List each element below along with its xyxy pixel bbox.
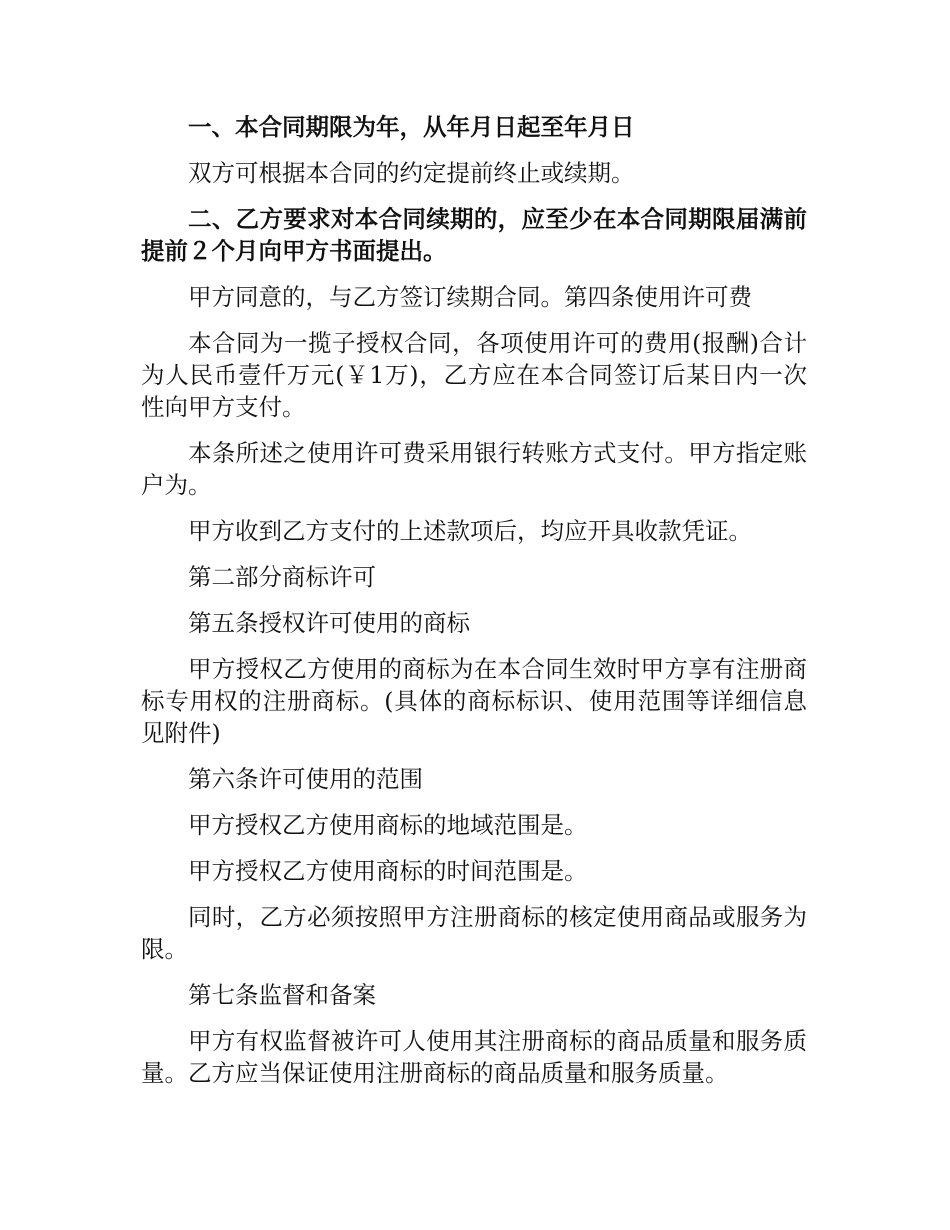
paragraph-time-scope: 甲方授权乙方使用商标的时间范围是。	[188, 857, 588, 885]
paragraph-payment-method: 本条所述之使用许可费采用银行转账方式支付。甲方指定账户为。	[141, 439, 807, 499]
paragraph-license-fee: 本合同为一揽子授权合同，各项使用许可的费用(报酬)合计为人民币壹仟万元(￥1万)，乙方应在本合同签订后某日内一次性向甲方支付。	[141, 329, 807, 421]
article-heading-license-scope: 第六条许可使用的范围	[188, 765, 423, 793]
article-heading-licensed-trademarks: 第五条授权许可使用的商标	[188, 609, 470, 637]
clause-term: 一、本合同期限为年，从年月日起至年月日	[188, 113, 635, 141]
document-body	[141, 111, 807, 1103]
paragraph-renewal-agreement: 甲方同意的，与乙方签订续期合同。第四条使用许可费	[188, 283, 752, 311]
clause-renewal: 二、乙方要求对本合同续期的，应至少在本合同期限届满前提前２个月向甲方书面提出。	[141, 205, 807, 265]
section-heading-trademark-license: 第二部分商标许可	[188, 563, 376, 591]
paragraph-early-termination: 双方可根据本合同的约定提前终止或续期。	[188, 159, 635, 187]
paragraph-licensed-trademarks: 甲方授权乙方使用的商标为在本合同生效时甲方享有注册商标专用权的注册商标。(具体的商标标识、使用范围等详细信息见附件)	[141, 655, 807, 747]
article-heading-supervision: 第七条监督和备案	[188, 981, 376, 1009]
paragraph-receipt: 甲方收到乙方支付的上述款项后，均应开具收款凭证。	[188, 517, 752, 545]
paragraph-goods-services-limit: 同时，乙方必须按照甲方注册商标的核定使用商品或服务为限。	[141, 903, 807, 963]
paragraph-territorial-scope: 甲方授权乙方使用商标的地域范围是。	[188, 811, 588, 839]
paragraph-quality-supervision: 甲方有权监督被许可人使用其注册商标的商品质量和服务质量。乙方应当保证使用注册商标的商品质量和服务质量。	[141, 1027, 807, 1087]
